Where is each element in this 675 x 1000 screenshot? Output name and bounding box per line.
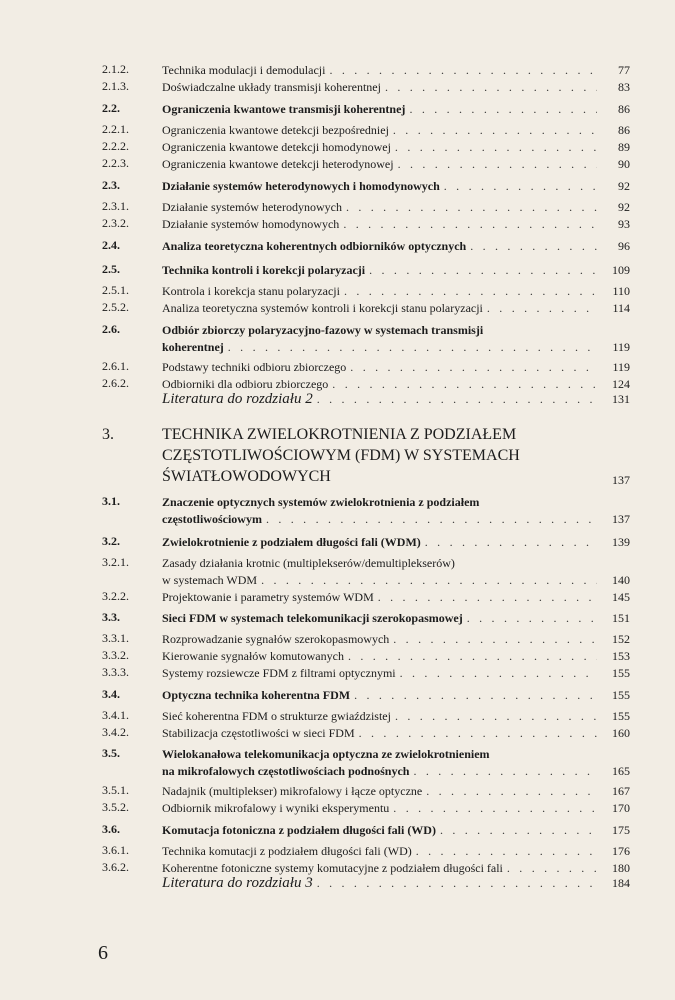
dot-leader	[365, 262, 597, 279]
toc-entry-title	[162, 783, 597, 800]
dot-leader	[381, 79, 597, 96]
dot-leader	[325, 62, 597, 79]
toc-entry-title	[162, 589, 597, 606]
toc-entry-title-line: Odbiorniki dla odbioru zbiorczego	[162, 377, 329, 391]
dot-leader	[389, 800, 597, 817]
toc-entry-title	[162, 534, 597, 551]
toc-entry-number: 3.6.1.	[102, 843, 129, 857]
toc-entry-page: 167	[612, 784, 630, 798]
toc-entry-title	[162, 687, 597, 704]
toc-entry-title-line: Literatura do rozdziału 3	[162, 875, 313, 891]
toc-entry-page: 152	[612, 632, 630, 646]
toc-entry-page: 165	[612, 764, 630, 778]
toc-entry-title-line: częstotliwościowym	[162, 512, 262, 526]
toc-entry-title-line: Działanie systemów heterodynowych	[162, 200, 342, 214]
dot-leader	[344, 648, 597, 665]
toc-entry-title-line: Działanie systemów heterodynowych i homodynowych	[162, 179, 440, 193]
toc-entry-page: 184	[612, 876, 630, 890]
toc-entry-title-line: na mikrofalowych częstotliwościach podnośnych	[162, 764, 410, 778]
toc-entry-title-line: Zwielokrotnienie z podziałem długości fali (WDM)	[162, 535, 421, 549]
toc-entry-page: 110	[612, 284, 630, 298]
toc-entry-title	[162, 122, 597, 139]
dot-leader	[313, 391, 597, 408]
dot-leader	[412, 843, 597, 860]
toc-entry-page: 114	[612, 301, 630, 315]
toc-entry-title	[162, 746, 597, 780]
toc-entry-title-line: Literatura do rozdziału 2	[162, 391, 313, 407]
toc-entry-title-line: Ograniczenia kwantowe detekcji homodynowej	[162, 140, 391, 154]
toc-entry-title	[162, 156, 597, 173]
toc-entry-number: 3.4.	[102, 687, 120, 701]
toc-entry-number: 2.2.3.	[102, 156, 129, 170]
dot-leader	[342, 199, 597, 216]
dot-leader	[389, 122, 597, 139]
toc-entry-number: 2.3.2.	[102, 216, 129, 230]
toc-entry-title	[162, 359, 597, 376]
toc-entry-title-line: Kierowanie sygnałów komutowanych	[162, 649, 344, 663]
toc-entry-title-line: Nadajnik (multiplekser) mikrofalowy i łącze optyczne	[162, 784, 423, 798]
dot-leader	[436, 822, 597, 839]
toc-entry-title-line: koherentnej	[162, 340, 224, 354]
dot-leader	[391, 708, 597, 725]
toc-entry-title-line: Podstawy techniki odbioru zbiorczego	[162, 360, 347, 374]
dot-leader	[396, 665, 597, 682]
dot-leader	[466, 238, 597, 255]
toc-entry-page: 92	[618, 179, 630, 193]
toc-entry-page: 119	[612, 340, 630, 354]
toc-entry-title	[162, 216, 597, 233]
toc-entry-page: 96	[618, 239, 630, 253]
dot-leader	[440, 178, 597, 195]
toc-entry-page: 180	[612, 861, 630, 875]
dot-leader	[262, 511, 597, 528]
dot-leader	[483, 300, 597, 317]
toc-entry-title	[162, 631, 597, 648]
toc-entry-number: 3.	[102, 426, 114, 443]
toc-entry-page: 86	[618, 123, 630, 137]
toc-entry-page: 137	[612, 512, 630, 526]
toc-entry-title-line: w systemach WDM	[162, 573, 258, 587]
toc-entry-title-line: Ograniczenia kwantowe detekcji heterodynowej	[162, 157, 394, 171]
dot-leader	[463, 610, 597, 627]
toc-entry-title	[162, 322, 597, 356]
toc-entry-title	[162, 875, 597, 892]
toc-entry-number: 2.3.1.	[102, 199, 129, 213]
toc-entry-page: 131	[612, 392, 630, 406]
toc-entry-title	[162, 648, 597, 665]
toc-entry-number: 3.2.	[102, 534, 120, 548]
toc-entry-page: 153	[612, 649, 630, 663]
toc-entry-page: 86	[618, 102, 630, 116]
toc-entry-title-line: ŚWIATŁOWODOWYCH	[162, 468, 331, 485]
page-number: 6	[98, 942, 108, 964]
toc-entry-number: 3.5.1.	[102, 783, 129, 797]
toc-entry-title	[162, 178, 597, 195]
dot-leader	[313, 875, 597, 892]
toc-entry-number: 2.3.	[102, 178, 120, 192]
toc-entry-title	[162, 800, 597, 817]
toc-entry-title	[162, 199, 597, 216]
toc-entry-title-line: Sieć koherentna FDM o strukturze gwiaździstej	[162, 709, 391, 723]
toc-entry-number: 2.5.1.	[102, 283, 129, 297]
toc-entry-number: 3.4.2.	[102, 725, 129, 739]
toc-entry-title-line: Znaczenie optycznych systemów zwielokrotnienia z podziałem	[162, 495, 480, 509]
toc-entry-page: 155	[612, 666, 630, 680]
dot-leader	[409, 763, 597, 780]
dot-leader	[405, 101, 597, 118]
toc-entry-page: 175	[612, 823, 630, 837]
toc-entry-number: 2.4.	[102, 238, 120, 252]
toc-entry-title-line: Ograniczenia kwantowe detekcji bezpośredniej	[162, 123, 389, 137]
toc-entry-title-line: Koherentne fotoniczne systemy komutacyjne z podziałem długości fali	[162, 861, 503, 875]
toc-entry-page: 119	[612, 360, 630, 374]
toc-entry-title	[162, 262, 597, 279]
toc-entry-number: 3.5.2.	[102, 800, 129, 814]
toc-entry-title	[162, 101, 597, 118]
toc-entry-title-line: Zasady działania krotnic (multiplekserów/demultiplekserów)	[162, 556, 455, 570]
toc-entry-number: 3.3.2.	[102, 648, 129, 662]
dot-leader	[350, 687, 597, 704]
toc-entry-number: 2.6.1.	[102, 359, 129, 373]
toc-entry-title-line: Rozprowadzanie sygnałów szerokopasmowych	[162, 632, 390, 646]
toc-entry-title-line: Działanie systemów homodynowych	[162, 217, 340, 231]
toc-entry-title	[162, 822, 597, 839]
toc-entry-title	[162, 843, 597, 860]
toc-entry-number: 2.5.	[102, 262, 120, 276]
toc-entry-page: 124	[612, 377, 630, 391]
toc-entry-page: 140	[612, 573, 630, 587]
toc-entry-number: 3.1.	[102, 494, 120, 508]
toc-entry-page: 93	[618, 217, 630, 231]
toc-entry-number: 2.2.1.	[102, 122, 129, 136]
toc-entry-page: 151	[612, 611, 630, 625]
toc-entry-page: 155	[612, 709, 630, 723]
toc-entry-number: 2.2.2.	[102, 139, 129, 153]
toc-entry-page: 137	[612, 473, 630, 487]
toc-entry-number: 3.4.1.	[102, 708, 129, 722]
toc-entry-page: 109	[612, 263, 630, 277]
dot-leader	[257, 572, 597, 589]
toc-entry-title	[162, 79, 597, 96]
toc-entry-number: 3.3.	[102, 610, 120, 624]
toc-entry-number: 3.3.1.	[102, 631, 129, 645]
toc-entry-title-line: Kontrola i korekcja stanu polaryzacji	[162, 284, 340, 298]
toc-entry-page: 155	[612, 688, 630, 702]
toc-entry-title-line: Stabilizacja częstotliwości w sieci FDM	[162, 726, 355, 740]
toc-entry-title	[162, 62, 597, 79]
dot-leader	[224, 339, 597, 356]
toc-entry-title	[162, 610, 597, 627]
dot-leader	[340, 283, 597, 300]
toc-entry-number: 3.5.	[102, 746, 120, 760]
toc-entry-title	[162, 139, 597, 156]
toc-entry-title-line: Komutacja fotoniczna z podziałem długości fali (WD)	[162, 823, 436, 837]
toc-entry-title-line: Optyczna technika koherentna FDM	[162, 688, 351, 702]
toc-entry-number: 2.1.2.	[102, 62, 129, 76]
toc-entry-title	[162, 424, 597, 487]
toc-entry-number: 2.2.	[102, 101, 120, 115]
dot-leader	[389, 631, 597, 648]
toc-entry-title-line: Sieci FDM w systemach telekomunikacji szerokopasmowej	[162, 611, 463, 625]
toc-entry-title	[162, 391, 597, 408]
toc-entry-page: 89	[618, 140, 630, 154]
toc-entry-title-line: Technika modulacji i demodulacji	[162, 63, 326, 77]
toc-entry-title	[162, 555, 597, 589]
dot-leader	[421, 534, 597, 551]
toc-entry-number: 3.2.1.	[102, 555, 129, 569]
toc-entry-title	[162, 708, 597, 725]
toc-entry-page: 83	[618, 80, 630, 94]
dot-leader	[339, 216, 597, 233]
toc-entry-number: 3.6.	[102, 822, 120, 836]
toc-entry-title-line: Analiza teoretyczna systemów kontroli i korekcji stanu polaryzacji	[162, 301, 483, 315]
dot-leader	[346, 359, 597, 376]
toc-entry-title-line: Technika kontroli i korekcji polaryzacji	[162, 263, 366, 277]
toc-entry-page: 77	[618, 63, 630, 77]
toc-entry-title-line: CZĘSTOTLIWOŚCIOWYM (FDM) W SYSTEMACH	[162, 447, 520, 464]
dot-leader	[374, 589, 597, 606]
toc-entry-title-line: Technika komutacji z podziałem długości fali (WD)	[162, 844, 412, 858]
toc-entry-page: 92	[618, 200, 630, 214]
toc-entry-title-line: Wielokanałowa telekomunikacja optyczna ze zwielokrotnieniem	[162, 747, 490, 761]
dot-leader	[422, 783, 597, 800]
toc-entry-title-line: TECHNIKA ZWIELOKROTNIENIA Z PODZIAŁEM	[162, 426, 517, 443]
toc-entry-page: 176	[612, 844, 630, 858]
toc-entry-page: 145	[612, 590, 630, 604]
toc-entry-title	[162, 283, 597, 300]
toc-entry-number: 2.6.2.	[102, 376, 129, 390]
toc-entry-page: 170	[612, 801, 630, 815]
toc-entry-title-line: Odbiornik mikrofalowy i wyniki eksperymentu	[162, 801, 390, 815]
toc-entry-title-line: Odbiór zbiorczy polaryzacyjno-fazowy w systemach transmisji	[162, 323, 484, 337]
toc-entry-title	[162, 725, 597, 742]
toc-entry-title	[162, 494, 597, 528]
toc-entry-title-line: Ograniczenia kwantowe transmisji koherentnej	[162, 102, 406, 116]
toc-entry-number: 2.1.3.	[102, 79, 129, 93]
toc-entry-title-line: Systemy rozsiewcze FDM z filtrami optycznymi	[162, 666, 396, 680]
toc-entry-title-line: Doświadczalne układy transmisji koherentnej	[162, 80, 381, 94]
toc-entry-title	[162, 665, 597, 682]
toc-entry-title	[162, 238, 597, 255]
dot-leader	[394, 156, 597, 173]
dot-leader	[355, 725, 597, 742]
toc-entry-page: 90	[618, 157, 630, 171]
toc-entry-title-line: Analiza teoretyczna koherentnych odbiorników optycznych	[162, 239, 467, 253]
toc-entry-number: 3.3.3.	[102, 665, 129, 679]
toc-entry-page: 139	[612, 535, 630, 549]
toc-entry-page: 160	[612, 726, 630, 740]
toc-entry-title	[162, 300, 597, 317]
dot-leader	[391, 139, 597, 156]
toc-entry-number: 2.6.	[102, 322, 120, 336]
toc-entry-number: 3.2.2.	[102, 589, 129, 603]
toc-entry-number: 3.6.2.	[102, 860, 129, 874]
toc-entry-number: 2.5.2.	[102, 300, 129, 314]
toc-entry-title-line: Projektowanie i parametry systemów WDM	[162, 590, 374, 604]
